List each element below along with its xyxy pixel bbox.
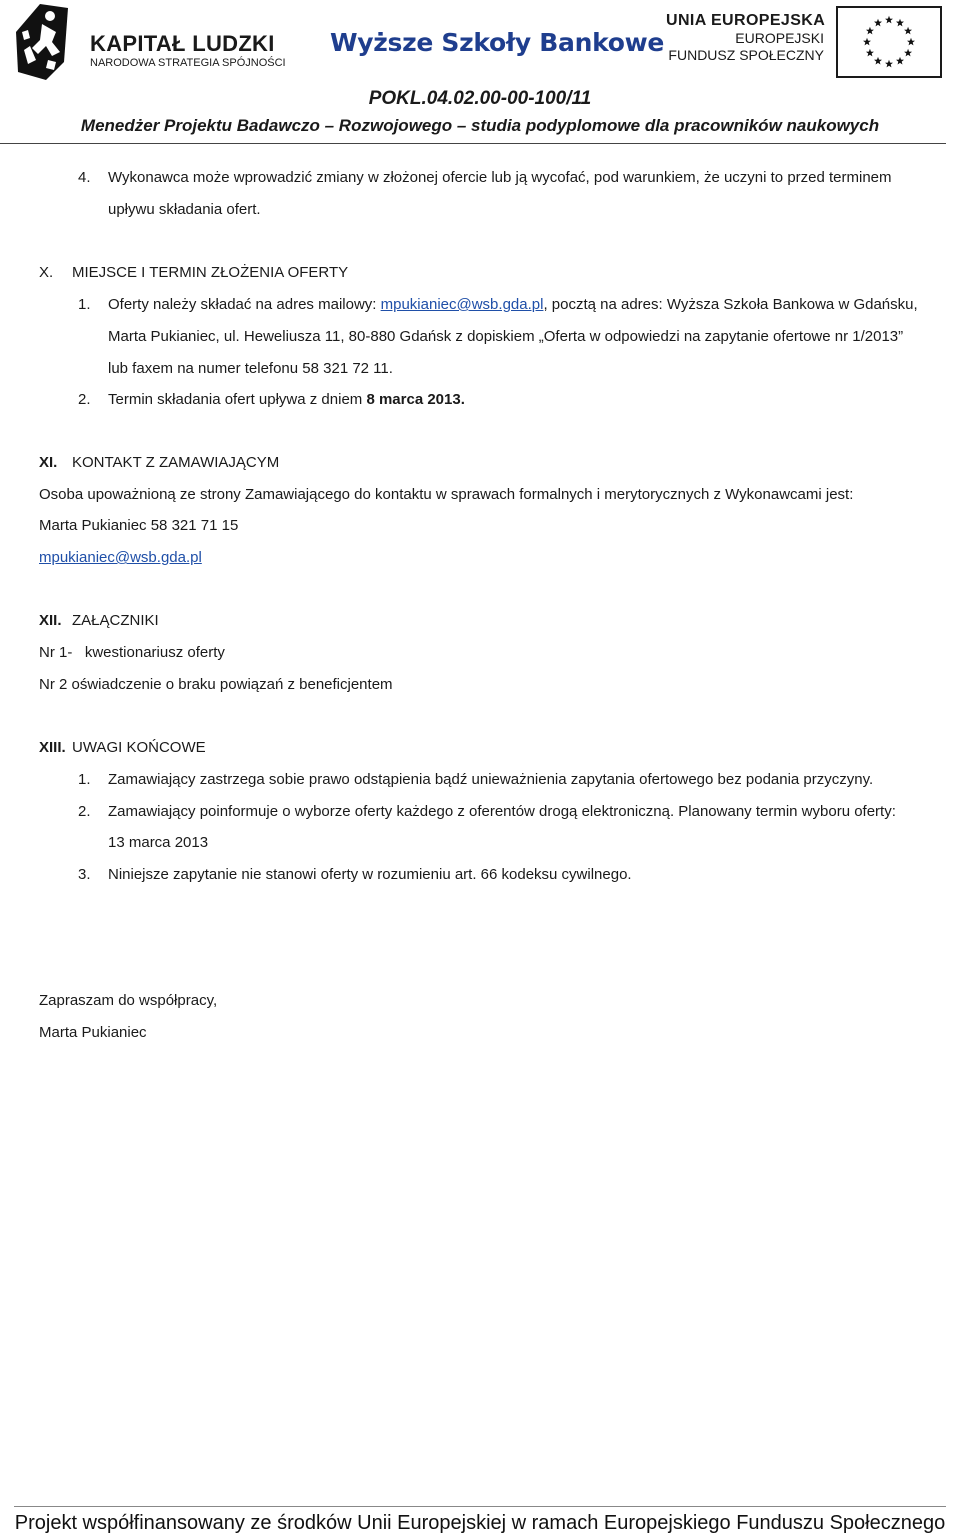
eu-star-icon <box>874 57 882 65</box>
section10-item1-line2: Marta Pukianiec, ul. Heweliusza 11, 80-880 Gdańsk z dopiskiem „Oferta w odpowiedzi na zapytanie ofertowe nr 1/2013” <box>108 328 904 345</box>
attachment-1: Nr 1- kwestionariusz oferty <box>39 644 225 661</box>
header-divider <box>0 143 946 144</box>
section10-item1-line1 <box>108 296 918 314</box>
eu-star-icon <box>866 27 874 35</box>
project-code: POKL.04.02.00-00-100/11 <box>368 88 592 109</box>
ue-logo-text <box>666 12 824 64</box>
section13-item2-number: 2. <box>78 803 91 820</box>
closing-line: Zapraszam do współpracy, <box>39 992 218 1009</box>
footer-divider <box>14 1506 946 1507</box>
eu-flag-icon <box>836 6 942 78</box>
contact-email-link[interactable]: mpukianiec@wsb.gda.pl <box>39 549 202 566</box>
page-footer: Projekt współfinansowany ze środków Unii Europejskiej w ramach Europejskiego Funduszu Społecznego <box>14 1512 946 1534</box>
section11-line2: Marta Pukianiec 58 321 71 15 <box>39 517 239 534</box>
section12-number: XII. <box>39 612 62 629</box>
eu-star-icon <box>885 16 893 24</box>
section10-item1-suffix: , pocztą na adres: Wyższa Szkoła Bankowa w Gdańsku, <box>543 296 918 313</box>
section11-number: XI. <box>39 454 58 471</box>
kapital-ludzki-emblem-icon <box>12 2 70 82</box>
eu-star-icon <box>863 38 871 46</box>
section13-item2-line1: Zamawiający poinformuje o wyborze oferty każdego z oferentów drogą elektroniczną. Planowany termin wyboru oferty: <box>108 803 896 820</box>
section13-item1-number: 1. <box>78 771 91 788</box>
kapital-ludzki-logo <box>12 2 292 82</box>
section10-item1-prefix: Oferty należy składać na adres mailowy: <box>108 296 381 313</box>
eu-star-icon <box>907 38 915 46</box>
section13-item3: Niniejsze zapytanie nie stanowi oferty w rozumieniu art. 66 kodeksu cywilnego. <box>108 866 632 883</box>
ue-line-1: UNIA EUROPEJSKA <box>666 12 826 29</box>
section10-item1-line3: lub faxem na numer telefonu 58 321 72 11. <box>108 360 393 377</box>
section10-heading: MIEJSCE I TERMIN ZŁOŻENIA OFERTY <box>72 264 349 281</box>
offer-deadline-date: 8 marca 2013. <box>366 391 465 408</box>
section10-item2-number: 2. <box>78 391 91 408</box>
section13-item2-line2: 13 marca 2013 <box>108 834 209 851</box>
project-title: Menedżer Projektu Badawczo – Rozwojowego – studia podyplomowe dla pracowników naukowych <box>80 116 880 135</box>
eu-star-icon <box>904 27 912 35</box>
section11-heading: KONTAKT Z ZAMAWIAJĄCYM <box>72 454 280 471</box>
eu-star-icon <box>896 57 904 65</box>
section11-line1: Osoba upoważnioną ze strony Zamawiającego do kontaktu w sprawach formalnych i merytorycznych z Wykonawcami jest: <box>39 486 854 503</box>
eu-star-icon <box>866 49 874 57</box>
ue-line-3: FUNDUSZ SPOŁECZNY <box>668 47 824 63</box>
section13-heading: UWAGI KOŃCOWE <box>72 739 206 756</box>
section12-heading: ZAŁĄCZNIKI <box>72 612 159 629</box>
section9-item4-line2: upływu składania ofert. <box>108 201 261 218</box>
page-header <box>0 0 960 146</box>
kl-title: KAPITAŁ LUDZKI <box>90 31 275 56</box>
section9-item4-number: 4. <box>78 169 91 186</box>
offer-email-link[interactable]: mpukianiec@wsb.gda.pl <box>380 296 544 313</box>
wsb-logo: Wyższe Szkoły Bankowe <box>330 28 665 57</box>
eu-star-icon <box>885 60 893 68</box>
section10-item2 <box>108 391 465 409</box>
section13-item1: Zamawiający zastrzega sobie prawo odstąpienia bądź unieważnienia zapytania ofertowego bez podania przyczyny. <box>108 771 874 788</box>
attachment-2: Nr 2 oświadczenie o braku powiązań z beneficjentem <box>39 676 393 693</box>
section10-item1-number: 1. <box>78 296 91 313</box>
signature-name: Marta Pukianiec <box>39 1024 147 1041</box>
section10-number: X. <box>39 264 54 281</box>
ue-line-2: EUROPEJSKI <box>735 30 824 46</box>
kl-subtitle: NARODOWA STRATEGIA SPÓJNOŚCI <box>90 57 286 69</box>
section10-item2-prefix: Termin składania ofert upływa z dniem <box>108 391 367 408</box>
eu-star-icon <box>904 49 912 57</box>
section13-item3-number: 3. <box>78 866 91 883</box>
section13-number: XIII. <box>39 739 66 756</box>
eu-star-icon <box>896 19 904 27</box>
section9-item4-line1: Wykonawca może wprowadzić zmiany w złożonej ofercie lub ją wycofać, pod warunkiem, że uczyni to przed terminem <box>108 169 892 186</box>
eu-star-icon <box>874 19 882 27</box>
